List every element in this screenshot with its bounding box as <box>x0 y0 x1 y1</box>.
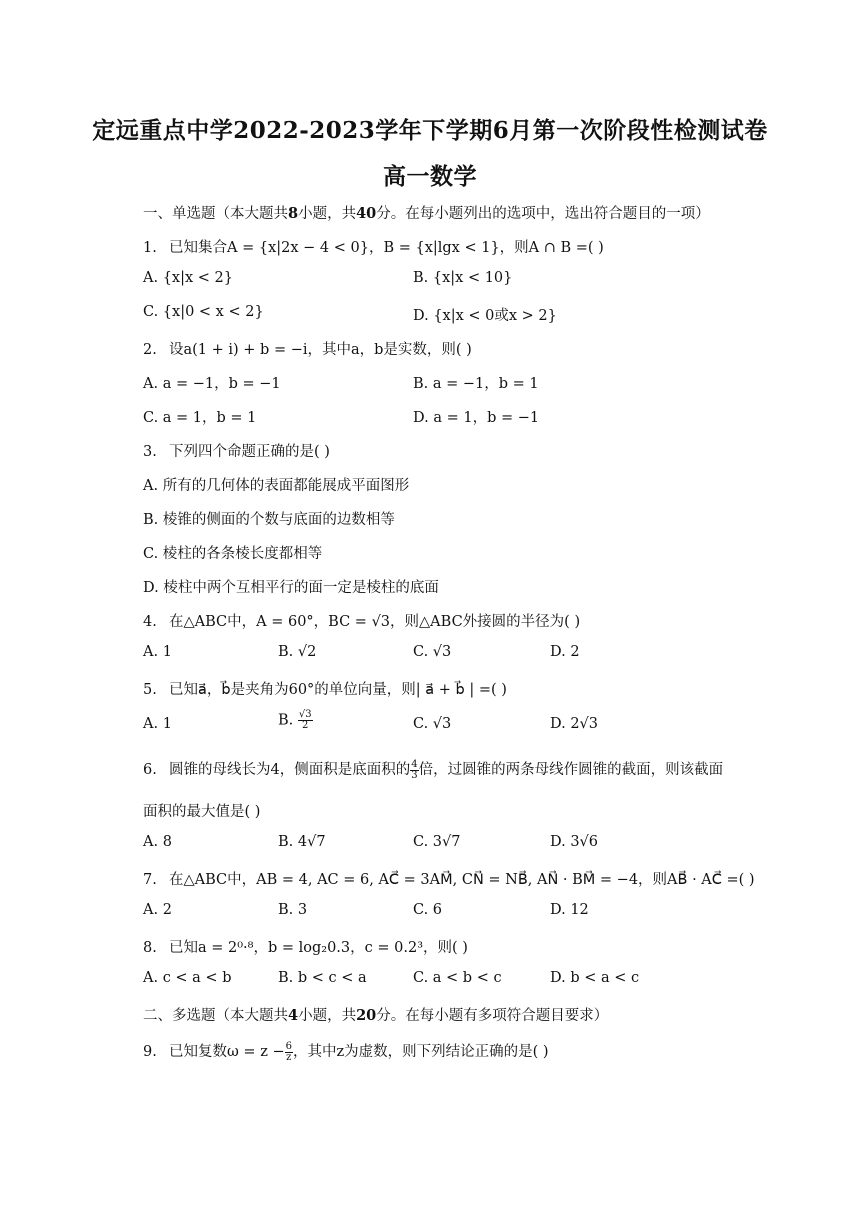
question-2: 2. 设a(1 + i) + b = −i，其中a，b是实数，则( ) <box>143 342 472 358</box>
question-6-line2: 面积的最大值是( ) <box>143 804 261 820</box>
q6-option-b: B. 4√7 <box>278 834 326 850</box>
question-1: 1. 已知集合A = {x|2x − 4 < 0}，B = {x|lgx < 1}，则A ∩ B =( ) <box>143 240 604 256</box>
q6-option-c: C. 3√7 <box>413 834 461 850</box>
q4-option-c: C. √3 <box>413 644 452 660</box>
q1-option-b: B. {x|x < 10} <box>413 270 513 286</box>
q5-option-a: A. 1 <box>143 716 172 732</box>
q4-option-b: B. √2 <box>278 644 317 660</box>
q1-option-a: A. {x|x < 2} <box>143 270 233 286</box>
q7-option-d: D. 12 <box>550 902 589 918</box>
q1-option-c: C. {x|0 < x < 2} <box>143 304 264 320</box>
q9-fraction: $\frac{6}{z}$ <box>285 1040 292 1063</box>
q6-option-d: D. 3√6 <box>550 834 599 850</box>
q4-option-a: A. 1 <box>143 644 172 660</box>
question-4: 4. 在△ABC中，A = 60°，BC = √3，则△ABC外接圆的半径为( ) <box>143 614 581 630</box>
q2-option-a: A. a = −1，b = −1 <box>143 376 281 392</box>
q4-option-d: D. 2 <box>550 644 580 660</box>
q8-option-a: A. c < a < b <box>143 970 232 986</box>
q5-option-b: B. $\frac{√3}{2}$ <box>278 709 312 731</box>
q7-option-a: A. 2 <box>143 902 172 918</box>
question-6: 6. 圆锥的母线长为4，侧面积是底面积的 $\frac{4}{3}$ 倍，过圆锥的两条母线作圆锥的截面，则该截面 <box>143 758 724 781</box>
q2-option-d: D. a = 1，b = −1 <box>413 410 540 426</box>
q8-option-b: B. b < c < a <box>278 970 367 986</box>
q6-fraction: $\frac{4}{3}$ <box>411 758 418 781</box>
question-3: 3. 下列四个命题正确的是( ) <box>143 444 330 460</box>
q7-option-b: B. 3 <box>278 902 308 918</box>
page-subtitle: 高一数学 <box>383 163 477 190</box>
q5-option-b-fraction: $\frac{√3}{2}$ <box>298 709 312 731</box>
q6-option-a: A. 8 <box>143 834 172 850</box>
q3-option-b: B. 棱锥的侧面的个数与底面的边数相等 <box>143 512 395 528</box>
q3-option-d: D. 棱柱中两个互相平行的面一定是棱柱的底面 <box>143 580 439 596</box>
question-9: 9. 已知复数ω = z − $\frac{6}{z}$ ，其中z为虚数，则下列结论正确的是( ) <box>143 1040 549 1063</box>
q1-option-d: D. {x|x < 0或x > 2} <box>413 308 557 324</box>
question-8: 8. 已知a = 2⁰·⁸，b = log₂0.3，c = 0.2³，则( ) <box>143 940 468 956</box>
q5-option-c: C. √3 <box>413 716 452 732</box>
section-heading-multi: 二、多选题（本大题共4小题，共20分。在每小题有多项符合题目要求） <box>143 1007 609 1024</box>
section-heading-single: 一、单选题（本大题共8小题，共40分。在每小题列出的选项中，选出符合题目的一项） <box>143 205 710 222</box>
q5-option-d: D. 2√3 <box>550 716 599 732</box>
q7-option-c: C. 6 <box>413 902 443 918</box>
page-title: 定远重点中学2022-2023学年下学期6月第一次阶段性检测试卷 <box>92 117 768 144</box>
q2-option-c: C. a = 1，b = 1 <box>143 410 257 426</box>
question-7: 7. 在△ABC中，AB = 4, AC = 6, AC⃗ = 3AM⃗, CN⃗ = NB⃗, AN⃗ · BM⃗ = −4，则AB⃗ · AC⃗ =( ) <box>143 872 755 888</box>
q3-option-a: A. 所有的几何体的表面都能展成平面图形 <box>143 478 410 494</box>
q2-option-b: B. a = −1，b = 1 <box>413 376 539 392</box>
q3-option-c: C. 棱柱的各条棱长度都相等 <box>143 546 323 562</box>
q8-option-c: C. a < b < c <box>413 970 502 986</box>
q8-option-d: D. b < a < c <box>550 970 640 986</box>
question-5: 5. 已知a⃗，b⃗是夹角为60°的单位向量，则| a⃗ + b⃗ | =( ) <box>143 682 507 698</box>
